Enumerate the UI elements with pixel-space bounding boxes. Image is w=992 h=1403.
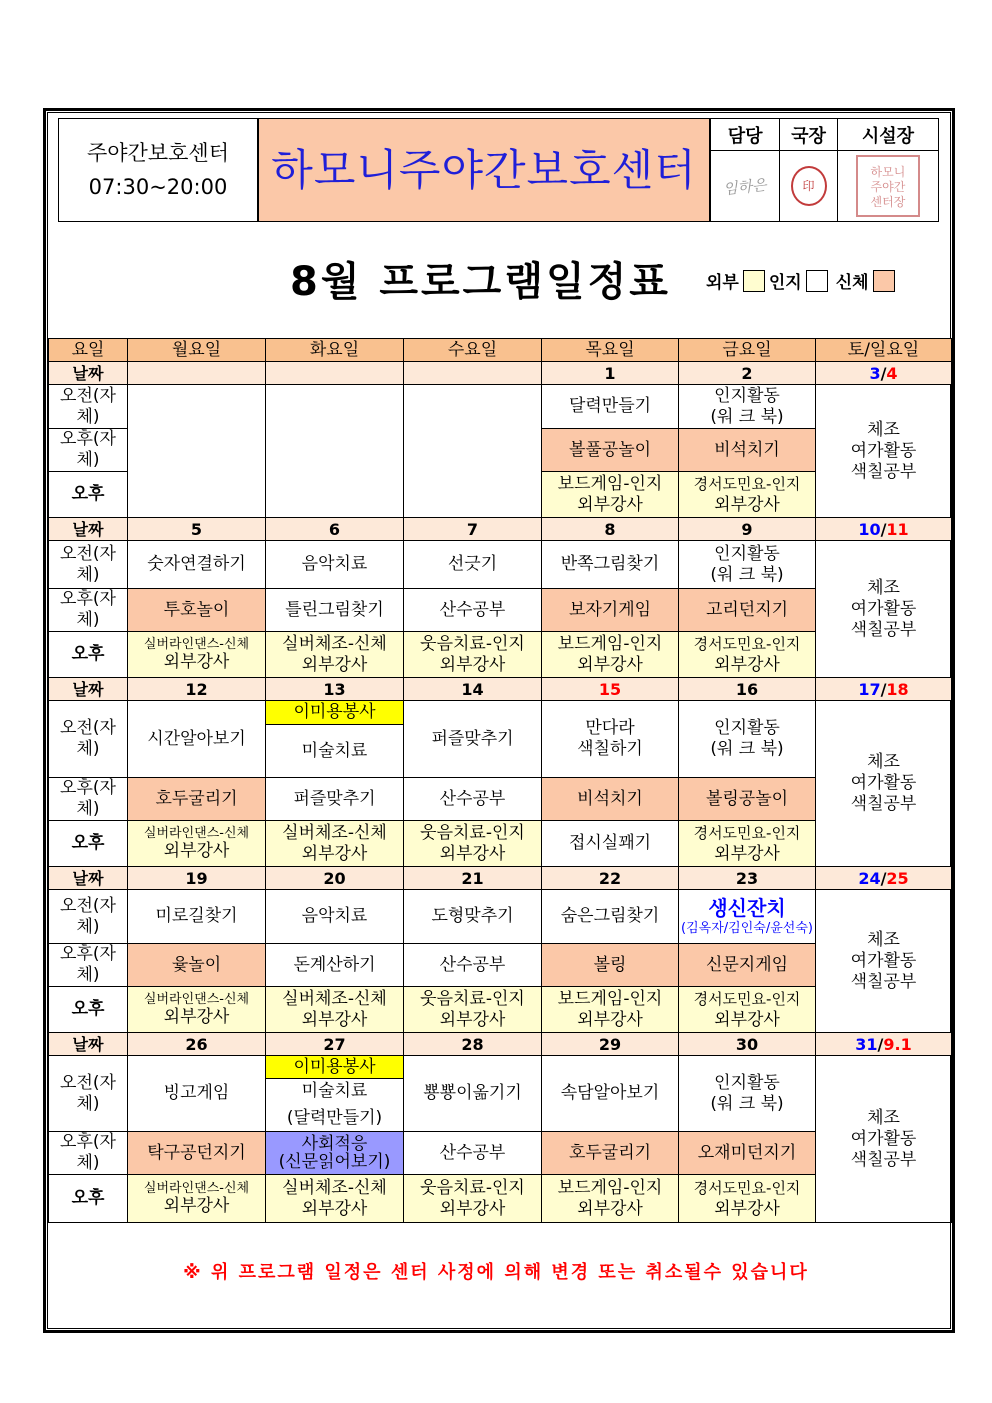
program-cell [128, 632, 266, 678]
program-cell: 속담알아보기 [542, 1056, 679, 1132]
program-text: (워 크 북) [710, 739, 784, 759]
date-cell: 27 [266, 1033, 404, 1056]
date-row [49, 678, 952, 701]
program-cell [679, 987, 816, 1033]
program-cell [266, 821, 404, 867]
sunday-date: 4 [886, 363, 898, 383]
program-cell: 호두굴리기 [128, 778, 266, 821]
program-cell: 이미용봉사 [266, 1056, 404, 1079]
slot-label: 오전(자체) [49, 541, 128, 589]
program-cell: 오재미던지기 [679, 1132, 816, 1175]
program-cell [542, 701, 679, 778]
program-text: 외부강사 [577, 494, 643, 515]
round-seal-icon: 印 [791, 166, 827, 206]
program-cell [404, 821, 542, 867]
legend-cognitive-swatch [806, 270, 828, 292]
program-text: 외부강사 [163, 651, 230, 672]
program-text: 색칠공부 [850, 461, 917, 482]
saturday-date: 3 [869, 363, 881, 383]
program-text: 외부강사 [577, 1198, 643, 1219]
slot-label: 오후 [49, 821, 128, 867]
program-text: 경서도민요-인지 [693, 1178, 801, 1197]
program-text: 외부강사 [439, 1198, 506, 1219]
program-cell [679, 541, 816, 589]
program-text: 실버체조-신체 [282, 822, 387, 843]
program-cell: 미술치료 [266, 725, 404, 778]
program-text: 외부강사 [439, 1009, 506, 1030]
table-header-row [49, 339, 952, 362]
program-text: 외부강사 [439, 654, 506, 675]
schedule-row [49, 890, 952, 944]
program-text: 외부강사 [163, 840, 230, 861]
program-cell [679, 472, 816, 518]
center-name: 주야간보호센터 [86, 141, 229, 165]
program-cell: 볼링 [542, 944, 679, 987]
slot-label: 오전(자체) [49, 890, 128, 944]
date-row [49, 518, 952, 541]
program-text: 여가활동 [850, 773, 917, 793]
program-cell: 음악치료 [266, 890, 404, 944]
program-cell [679, 701, 816, 778]
program-text: 경서도민요-인지 [693, 634, 801, 653]
program-cell [542, 987, 679, 1033]
program-cell: 달력만들기 [542, 385, 679, 429]
slot-label: 오전(자체) [49, 385, 128, 429]
date-cell: 22 [542, 867, 679, 890]
program-text: 색칠공부 [850, 971, 917, 992]
program-cell: 빙고게임 [128, 1056, 266, 1132]
program-cell: 시간알아보기 [128, 701, 266, 778]
program-text: 색칠공부 [850, 794, 917, 814]
date-cell: 14 [404, 678, 542, 701]
signature: 임하은 [722, 175, 768, 198]
program-cell [542, 1175, 679, 1223]
program-cell: 음악치료 [266, 541, 404, 589]
col-header: 화요일 [266, 339, 404, 362]
program-text: 실버라인댄스-신체 [143, 1180, 250, 1196]
program-text: 실버체조-신체 [282, 633, 387, 654]
program-text: 사회적응 [301, 1134, 368, 1154]
program-cell: 돈계산하기 [266, 944, 404, 987]
program-cell [542, 632, 679, 678]
program-cell: 산수공부 [404, 944, 542, 987]
date-cell: 5 [128, 518, 266, 541]
weekend-program-cell [816, 541, 952, 678]
weekend-program-cell [816, 701, 952, 867]
notice-text: ※ 위 프로그램 일정은 센터 사정에 의해 변경 또는 취소될수 있습니다 [183, 1262, 809, 1283]
program-cell: 숫자연결하기 [128, 541, 266, 589]
program-cell: 선긋기 [404, 541, 542, 589]
program-text: 인지활동 [714, 718, 780, 738]
sunday-date: 18 [886, 679, 909, 699]
program-cell: 뿅뿅이옮기기 [404, 1056, 542, 1132]
col-header: 토/일요일 [816, 339, 952, 362]
sign-facility-head [837, 151, 938, 222]
program-text: 체조 [867, 577, 900, 598]
date-label: 날짜 [49, 518, 128, 541]
program-text: 만다라 [585, 718, 635, 738]
program-text: (워 크 북) [710, 564, 784, 585]
program-text: 여가활동 [850, 1128, 917, 1149]
program-cell [404, 1175, 542, 1223]
program-text: 여가활동 [850, 598, 917, 619]
center-title: 하모니주야간보호센터 [258, 118, 710, 222]
slot-label: 오전(자체) [49, 701, 128, 778]
sign-director [780, 151, 838, 222]
program-cell [266, 1132, 404, 1175]
program-text: 여가활동 [850, 950, 917, 971]
program-cell [404, 987, 542, 1033]
legend-cognitive-label: 인지 [768, 273, 802, 293]
weekend-date-cell: 17/18 [816, 678, 952, 701]
sign-label-staff: 담당 [711, 119, 780, 151]
program-text: 외부강사 [163, 1195, 230, 1216]
program-cell [266, 385, 404, 518]
date-cell: 30 [679, 1033, 816, 1056]
date-row [49, 1033, 952, 1056]
program-cell: 틀린그림찾기 [266, 589, 404, 632]
date-cell: 7 [404, 518, 542, 541]
program-text: 색칠공부 [850, 619, 917, 640]
program-text: (김옥자/김인숙/윤선숙) [681, 921, 813, 936]
program-cell: 이미용봉사 [266, 701, 404, 725]
program-text: 인지활동 [714, 1072, 780, 1093]
sunday-date: 9.1 [883, 1034, 912, 1054]
program-text: 외부강사 [714, 1198, 780, 1219]
program-text: 경서도민요-인지 [693, 823, 801, 842]
slot-label: 오후 [49, 472, 128, 518]
legend-external-swatch [743, 270, 765, 292]
weekend-date-cell: 31/9.1 [816, 1033, 952, 1056]
program-text: (신문읽어보기) [278, 1152, 391, 1172]
sign-staff [711, 151, 780, 222]
program-text: 경서도민요-인지 [693, 989, 801, 1008]
slot-label: 오후 [49, 987, 128, 1033]
program-text: 인지활동 [714, 385, 780, 406]
schedule-row [49, 1056, 952, 1079]
program-cell [679, 1175, 816, 1223]
date-cell: 21 [404, 867, 542, 890]
date-row [49, 362, 952, 385]
date-cell-holiday: 15 [542, 678, 679, 701]
program-cell: 볼링공놀이 [679, 778, 816, 821]
schedule-row [49, 385, 952, 429]
program-text: 실버라인댄스-신체 [143, 825, 250, 841]
date-label: 날짜 [49, 1033, 128, 1056]
program-text: 보드게임-인지 [557, 988, 663, 1009]
saturday-date: 10 [858, 519, 881, 539]
col-header: 요일 [49, 339, 128, 362]
schedule-table [48, 338, 952, 1223]
date-cell: 19 [128, 867, 266, 890]
program-cell: 도형맞추기 [404, 890, 542, 944]
date-label: 날짜 [49, 867, 128, 890]
program-cell [128, 385, 266, 518]
slot-label: 오후 [49, 1175, 128, 1223]
approval-table [710, 118, 939, 222]
program-text: 외부강사 [439, 843, 506, 864]
weekend-program-cell [816, 890, 952, 1033]
date-cell [128, 362, 266, 385]
program-text: 경서도민요-인지 [693, 474, 801, 493]
program-text: 외부강사 [577, 654, 643, 675]
weekend-date-cell: 24/25 [816, 867, 952, 890]
date-cell: 2 [679, 362, 816, 385]
date-cell [266, 362, 404, 385]
date-label: 날짜 [49, 362, 128, 385]
program-cell: 고리던지기 [679, 589, 816, 632]
date-cell: 13 [266, 678, 404, 701]
program-text: 외부강사 [301, 843, 368, 864]
square-seal-icon: 하모니 주야간 센터장 [856, 155, 920, 217]
weekend-date-cell: 10/11 [816, 518, 952, 541]
date-cell: 23 [679, 867, 816, 890]
program-cell [266, 987, 404, 1033]
program-cell: 퍼즐맞추기 [404, 701, 542, 778]
program-cell [128, 987, 266, 1033]
program-text: 외부강사 [301, 654, 368, 675]
program-text: 웃음치료-인지 [420, 633, 525, 654]
program-cell [266, 1175, 404, 1223]
program-text: 외부강사 [714, 843, 780, 864]
program-cell: 미로길찾기 [128, 890, 266, 944]
program-text: 웃음치료-인지 [420, 988, 525, 1009]
program-cell [266, 1079, 404, 1132]
program-text: 실버라인댄스-신체 [143, 636, 250, 652]
program-text: 외부강사 [714, 494, 780, 515]
program-text: 체조 [867, 929, 900, 950]
program-text: 여가활동 [850, 440, 917, 461]
sunday-date: 25 [886, 868, 909, 888]
page-title: 8월 프로그램일정표 [290, 259, 671, 305]
program-text: (워 크 북) [710, 406, 784, 427]
program-text: 실버라인댄스-신체 [143, 991, 250, 1007]
saturday-date: 31 [855, 1034, 878, 1054]
program-cell: 신문지게임 [679, 944, 816, 987]
slot-label: 오후(자체) [49, 778, 128, 821]
legend-external-label: 외부 [706, 273, 739, 293]
program-cell [128, 1175, 266, 1223]
date-cell: 29 [542, 1033, 679, 1056]
date-cell: 9 [679, 518, 816, 541]
program-text: 미술치료 [301, 1081, 368, 1101]
program-cell: 볼풀공놀이 [542, 429, 679, 472]
date-cell [404, 362, 542, 385]
legend [706, 268, 899, 293]
program-cell [542, 472, 679, 518]
program-cell: 탁구공던지기 [128, 1132, 266, 1175]
program-cell [128, 821, 266, 867]
program-cell: 산수공부 [404, 589, 542, 632]
slot-label: 오후(자체) [49, 944, 128, 987]
program-cell: 산수공부 [404, 778, 542, 821]
sign-label-facility-head: 시설장 [837, 119, 938, 151]
date-label: 날짜 [49, 678, 128, 701]
program-text: 색칠공부 [850, 1149, 917, 1170]
slot-label: 오후(자체) [49, 1132, 128, 1175]
program-cell [404, 385, 542, 518]
program-text: 보드게임-인지 [557, 633, 663, 654]
program-cell: 윷놀이 [128, 944, 266, 987]
program-text: 외부강사 [301, 1009, 368, 1030]
program-cell: 퍼즐맞추기 [266, 778, 404, 821]
weekend-date-cell: 3/4 [816, 362, 952, 385]
date-cell: 1 [542, 362, 679, 385]
program-cell [266, 632, 404, 678]
slot-label: 오후(자체) [49, 589, 128, 632]
program-cell [679, 821, 816, 867]
sign-label-director: 국장 [780, 119, 838, 151]
program-text: 외부강사 [301, 1198, 368, 1219]
program-cell: 숨은그림찾기 [542, 890, 679, 944]
date-cell: 6 [266, 518, 404, 541]
program-cell: 비석치기 [679, 429, 816, 472]
program-text: 외부강사 [714, 1009, 780, 1030]
date-cell: 20 [266, 867, 404, 890]
program-text: 체조 [867, 1107, 900, 1128]
program-text: 실버체조-신체 [282, 1177, 387, 1198]
col-header: 월요일 [128, 339, 266, 362]
program-cell: 투호놀이 [128, 589, 266, 632]
program-cell: 반쪽그림찾기 [542, 541, 679, 589]
slot-label: 오후 [49, 632, 128, 678]
center-info [58, 118, 258, 222]
program-text: 인지활동 [714, 543, 780, 564]
program-text: 체조 [867, 419, 900, 440]
program-text: 웃음치료-인지 [420, 822, 525, 843]
program-text: 생신잔치 [708, 896, 786, 920]
legend-physical-swatch [873, 270, 895, 292]
program-text: (달력만들기) [286, 1108, 383, 1128]
program-cell [404, 632, 542, 678]
program-text: 보드게임-인지 [557, 473, 663, 494]
operating-hours: 07:30~20:00 [88, 175, 228, 199]
saturday-date: 17 [858, 679, 881, 699]
program-cell [679, 1056, 816, 1132]
col-header: 금요일 [679, 339, 816, 362]
col-header: 수요일 [404, 339, 542, 362]
program-text: 색칠하기 [577, 739, 643, 759]
program-text: (워 크 북) [710, 1093, 784, 1114]
date-cell: 8 [542, 518, 679, 541]
date-cell: 12 [128, 678, 266, 701]
date-cell: 26 [128, 1033, 266, 1056]
date-cell: 16 [679, 678, 816, 701]
weekend-program-cell [816, 385, 952, 518]
program-cell: 산수공부 [404, 1132, 542, 1175]
program-cell: 호두굴리기 [542, 1132, 679, 1175]
program-cell: 접시실꽤기 [542, 821, 679, 867]
program-text: 외부강사 [714, 654, 780, 675]
slot-label: 오후(자체) [49, 429, 128, 472]
date-row [49, 867, 952, 890]
birthday-party-cell [679, 890, 816, 944]
saturday-date: 24 [858, 868, 881, 888]
date-cell: 28 [404, 1033, 542, 1056]
program-text: 실버체조-신체 [282, 988, 387, 1009]
schedule-row [49, 701, 952, 725]
program-cell: 보자기게임 [542, 589, 679, 632]
slot-label: 오전(자체) [49, 1056, 128, 1132]
legend-physical-label: 신체 [835, 273, 869, 293]
program-cell: 비석치기 [542, 778, 679, 821]
program-text: 외부강사 [163, 1006, 230, 1027]
schedule-row [49, 541, 952, 589]
program-cell [679, 632, 816, 678]
col-header: 목요일 [542, 339, 679, 362]
program-cell [679, 385, 816, 429]
program-text: 외부강사 [577, 1009, 643, 1030]
program-text: 보드게임-인지 [557, 1177, 663, 1198]
weekend-program-cell [816, 1056, 952, 1223]
program-text: 체조 [867, 752, 900, 772]
program-text: 웃음치료-인지 [420, 1177, 525, 1198]
sunday-date: 11 [886, 519, 909, 539]
